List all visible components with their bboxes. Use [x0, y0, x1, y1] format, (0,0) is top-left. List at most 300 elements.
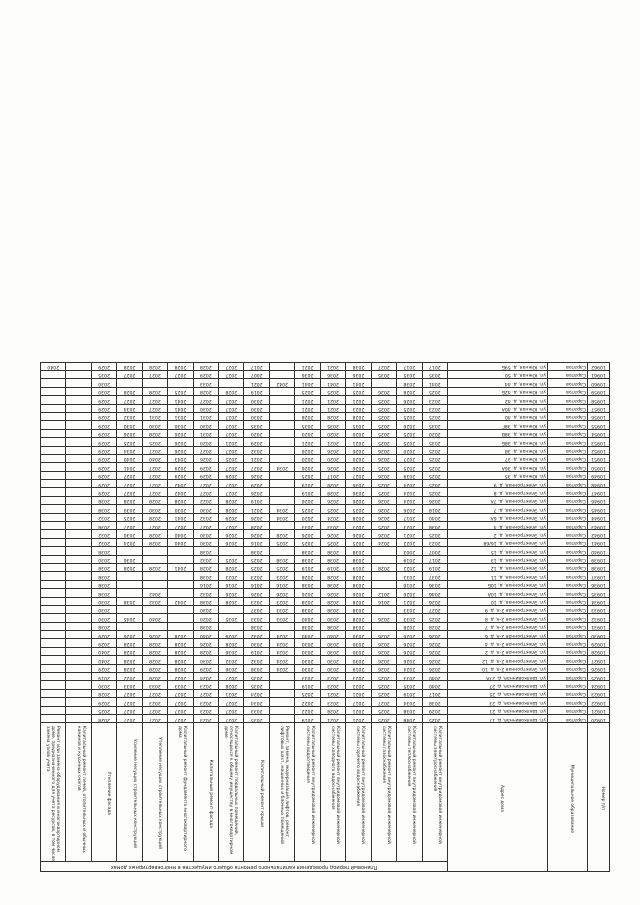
- table-cell: [41, 513, 66, 521]
- table-cell: 2023: [142, 698, 167, 706]
- table-cell: 2026: [269, 589, 294, 597]
- table-cell: 2021: [397, 597, 422, 605]
- table-cell: ул. Южная, д. 50: [448, 371, 548, 379]
- table-cell: ул. Электронная, д. 6А: [448, 513, 548, 521]
- table-cell: [371, 622, 396, 630]
- table-row: [41, 673, 610, 681]
- table-cell: 2028: [346, 572, 371, 580]
- table-cell: 10948: [588, 480, 610, 488]
- table-cell: 2025: [371, 681, 396, 689]
- table-cell: 2032: [117, 412, 142, 420]
- table-cell: 2026: [320, 530, 345, 538]
- table-cell: 2046: [422, 589, 447, 597]
- table-cell: [66, 580, 91, 588]
- table-cell: 2038: [295, 547, 320, 555]
- table-cell: ул. Южная, д. 38Г: [448, 421, 548, 429]
- table-cell: [269, 362, 294, 370]
- table-cell: 2025: [397, 412, 422, 420]
- table-cell: 2026: [295, 446, 320, 454]
- table-cell: 2030: [168, 421, 193, 429]
- table-cell: [269, 522, 294, 530]
- table-cell: 2025: [142, 438, 167, 446]
- table-cell: 2027: [219, 421, 244, 429]
- table-cell: [269, 706, 294, 714]
- table-cell: 2026: [397, 505, 422, 513]
- table-row: [41, 622, 610, 630]
- table-cell: 2033: [397, 673, 422, 681]
- table-cell: 2027: [219, 429, 244, 437]
- table-cell: 2048: [397, 715, 422, 723]
- table-cell: 10953: [588, 438, 610, 446]
- table-cell: [66, 656, 91, 664]
- table-cell: 2025: [371, 689, 396, 697]
- table-cell: 2038: [320, 580, 345, 588]
- table-cell: 2035: [320, 421, 345, 429]
- table-cell: 2019: [295, 681, 320, 689]
- column-header: Капитальный ремонт внутридомовой инженерной системы холодного водоснабжения: [320, 723, 345, 862]
- table-cell: 2019: [346, 664, 371, 672]
- table-cell: 2029: [91, 446, 116, 454]
- table-cell: 2038: [346, 362, 371, 370]
- table-cell: 2028: [320, 488, 345, 496]
- table-cell: [142, 572, 167, 580]
- table-cell: [66, 689, 91, 697]
- table-cell: Саратов: [548, 496, 588, 504]
- table-cell: [117, 622, 142, 630]
- table-cell: 2026: [371, 446, 396, 454]
- table-row: [41, 538, 610, 546]
- table-cell: 2026: [346, 589, 371, 597]
- table-cell: 2023: [193, 706, 218, 714]
- table-cell: [41, 429, 66, 437]
- table-cell: [66, 706, 91, 714]
- table-cell: 2021: [295, 362, 320, 370]
- table-cell: 2027: [422, 605, 447, 613]
- table-cell: 2038: [320, 605, 345, 613]
- table-cell: ул. Южная, д. 36А: [448, 463, 548, 471]
- table-cell: 2028: [168, 647, 193, 655]
- table-cell: 2030: [320, 656, 345, 664]
- table-cell: 2030: [346, 639, 371, 647]
- table-cell: [66, 463, 91, 471]
- table-cell: 2017: [422, 362, 447, 370]
- table-cell: 2028: [244, 522, 269, 530]
- table-cell: [41, 614, 66, 622]
- table-cell: 2016: [397, 580, 422, 588]
- table-cell: 2025: [295, 471, 320, 479]
- table-cell: 2026: [422, 647, 447, 655]
- table-cell: 2025: [371, 463, 396, 471]
- table-cell: 2027: [142, 396, 167, 404]
- table-cell: 2033: [295, 522, 320, 530]
- table-cell: 2025: [371, 488, 396, 496]
- table-cell: 2027: [142, 522, 167, 530]
- table-cell: 2029: [91, 429, 116, 437]
- table-cell: 2033: [397, 605, 422, 613]
- table-cell: 2030: [142, 421, 167, 429]
- table-cell: 2023: [346, 522, 371, 530]
- table-cell: 2028: [346, 412, 371, 420]
- table-cell: 2023: [193, 698, 218, 706]
- table-cell: 10936: [588, 580, 610, 588]
- table-cell: 2026: [371, 664, 396, 672]
- table-cell: 2038: [295, 605, 320, 613]
- table-cell: [41, 656, 66, 664]
- table-cell: 2028: [142, 387, 167, 395]
- table-cell: 2027: [142, 471, 167, 479]
- table-cell: 2030: [295, 639, 320, 647]
- table-cell: 2027: [142, 404, 167, 412]
- table-cell: ул. Шелковичная, д. 17: [448, 715, 548, 723]
- table-cell: 2033: [397, 572, 422, 580]
- table-cell: [41, 505, 66, 513]
- table-cell: 2024: [397, 488, 422, 496]
- table-cell: 2028: [193, 362, 218, 370]
- table-cell: 2025: [371, 396, 396, 404]
- table-cell: 2028: [320, 572, 345, 580]
- table-cell: 2025: [371, 673, 396, 681]
- table-cell: 2028: [142, 513, 167, 521]
- table-cell: 2026: [244, 530, 269, 538]
- table-cell: 2035: [422, 421, 447, 429]
- table-cell: [117, 605, 142, 613]
- table-cell: 2020: [295, 429, 320, 437]
- table-cell: 2025: [219, 454, 244, 462]
- table-cell: 2030: [295, 647, 320, 655]
- table-cell: 2040: [91, 656, 116, 664]
- table-cell: 2029: [91, 664, 116, 672]
- table-cell: 2036: [219, 647, 244, 655]
- table-cell: ул. Южная, д. 38Б: [448, 438, 548, 446]
- table-row: [41, 446, 610, 454]
- table-cell: 2025: [371, 412, 396, 420]
- table-cell: ул. Южная, д. 42: [448, 396, 548, 404]
- table-cell: [41, 589, 66, 597]
- table-cell: 10933: [588, 605, 610, 613]
- table-cell: 2030: [117, 530, 142, 538]
- table-cell: [269, 404, 294, 412]
- table-cell: Саратов: [548, 530, 588, 538]
- table-cell: 2035: [397, 681, 422, 689]
- table-cell: 2028: [168, 656, 193, 664]
- table-cell: 2022: [168, 673, 193, 681]
- table-cell: [66, 622, 91, 630]
- table-cell: 2034: [269, 463, 294, 471]
- table-cell: ул. Электронная, д. 7А: [448, 496, 548, 504]
- table-cell: 2026: [371, 471, 396, 479]
- table-cell: ул. Электронная 2-я, д. 6: [448, 631, 548, 639]
- table-cell: 2028: [117, 639, 142, 647]
- table-cell: 2040: [142, 614, 167, 622]
- table-cell: ул. Электронная, д. 8: [448, 488, 548, 496]
- table-cell: [66, 563, 91, 571]
- table-body: [41, 362, 610, 723]
- table-cell: 2021: [320, 362, 345, 370]
- table-cell: Саратов: [548, 681, 588, 689]
- table-cell: [41, 522, 66, 530]
- table-cell: [41, 689, 66, 697]
- table-cell: 2030: [91, 387, 116, 395]
- header-address: Адрес дома: [448, 723, 548, 872]
- table-cell: 2025: [117, 438, 142, 446]
- table-cell: 10934: [588, 597, 610, 605]
- table-cell: 2024: [117, 538, 142, 546]
- table-cell: 2032: [244, 656, 269, 664]
- table-cell: 2027: [219, 463, 244, 471]
- table-cell: [66, 614, 91, 622]
- table-cell: 2025: [422, 454, 447, 462]
- table-cell: [269, 446, 294, 454]
- table-cell: 2024: [397, 480, 422, 488]
- table-cell: [269, 673, 294, 681]
- table-cell: 2027: [117, 371, 142, 379]
- table-cell: 2023: [219, 572, 244, 580]
- table-cell: Саратов: [548, 664, 588, 672]
- table-cell: 2022: [295, 698, 320, 706]
- table-cell: [41, 471, 66, 479]
- table-row: [41, 522, 610, 530]
- column-header: Капитальный ремонт внутридомовой инженерной системы горячего водоснабжения: [346, 723, 371, 862]
- table-cell: 2027: [219, 673, 244, 681]
- table-cell: [269, 689, 294, 697]
- table-cell: 2036: [219, 664, 244, 672]
- table-row: [41, 471, 610, 479]
- table-cell: Саратов: [548, 371, 588, 379]
- table-cell: 2025: [371, 706, 396, 714]
- table-cell: [41, 706, 66, 714]
- table-cell: [219, 379, 244, 387]
- table-cell: 2038: [397, 379, 422, 387]
- table-cell: 2030: [320, 614, 345, 622]
- table-cell: 2027: [193, 522, 218, 530]
- table-cell: 2025: [269, 538, 294, 546]
- table-cell: [41, 698, 66, 706]
- table-cell: 2026: [346, 530, 371, 538]
- table-cell: 2017: [346, 698, 371, 706]
- table-cell: [66, 387, 91, 395]
- table-cell: 2026: [371, 639, 396, 647]
- table-cell: 2041: [320, 379, 345, 387]
- table-cell: 2016: [244, 538, 269, 546]
- table-cell: ул. Электронная, д. 13: [448, 555, 548, 563]
- table-cell: 2019: [320, 563, 345, 571]
- table-cell: ул. Шелковичная, д. 27А: [448, 673, 548, 681]
- table-cell: 2042: [269, 379, 294, 387]
- table-cell: 2034: [117, 446, 142, 454]
- table-cell: 2029: [91, 471, 116, 479]
- column-header: Капитальный ремонт крыши: [244, 723, 269, 862]
- table-cell: 10947: [588, 488, 610, 496]
- table-cell: [41, 715, 66, 723]
- table-cell: 2033: [269, 614, 294, 622]
- table-cell: 2027: [371, 362, 396, 370]
- table-cell: 2036: [422, 580, 447, 588]
- column-header: Утепление несущих строительных конструкций: [142, 723, 167, 862]
- table-cell: 10939: [588, 555, 610, 563]
- table-cell: [41, 438, 66, 446]
- table-cell: 2027: [219, 522, 244, 530]
- table-row: [41, 580, 610, 588]
- table-cell: 10922: [588, 698, 610, 706]
- table-cell: 2026: [397, 421, 422, 429]
- table-cell: [142, 547, 167, 555]
- table-cell: [41, 664, 66, 672]
- table-cell: 2026: [346, 446, 371, 454]
- table-cell: 2026: [422, 656, 447, 664]
- table-cell: 2017: [422, 689, 447, 697]
- table-cell: 2038: [91, 563, 116, 571]
- table-cell: Саратов: [548, 656, 588, 664]
- table-cell: [41, 580, 66, 588]
- table-cell: 2025: [320, 387, 345, 395]
- table-cell: [269, 681, 294, 689]
- table-cell: 2019: [397, 555, 422, 563]
- table-cell: [41, 379, 66, 387]
- table-cell: 2029: [219, 471, 244, 479]
- table-cell: 2017: [422, 555, 447, 563]
- table-cell: 2028: [320, 412, 345, 420]
- table-cell: [219, 547, 244, 555]
- table-cell: 2029: [168, 471, 193, 479]
- table-cell: 2040: [422, 513, 447, 521]
- table-cell: 2033: [397, 614, 422, 622]
- table-cell: ул. Электронная 2-я, д. 12: [448, 656, 548, 664]
- table-cell: 2031: [168, 412, 193, 420]
- table-cell: ул. Южная, д. 35: [448, 471, 548, 479]
- table-cell: 2021: [219, 438, 244, 446]
- table-cell: [371, 555, 396, 563]
- table-cell: ул. Электронная, д. 16/68: [448, 538, 548, 546]
- table-cell: 2021: [320, 404, 345, 412]
- table-cell: 2038: [397, 706, 422, 714]
- table-cell: 2026: [397, 656, 422, 664]
- table-cell: 2040: [422, 681, 447, 689]
- table-cell: [269, 480, 294, 488]
- table-cell: [117, 379, 142, 387]
- table-cell: 2026: [371, 505, 396, 513]
- table-cell: [66, 379, 91, 387]
- table-cell: ул. Южная, д. 38В: [448, 429, 548, 437]
- table-cell: 2024: [269, 639, 294, 647]
- table-cell: 2021: [346, 438, 371, 446]
- table-cell: 2025: [397, 438, 422, 446]
- table-cell: ул. Шелковичная, д. 27: [448, 681, 548, 689]
- table-cell: 2038: [320, 547, 345, 555]
- table-cell: 2028: [219, 597, 244, 605]
- column-header: Капитальный ремонт фундамента многоквартирного дома: [168, 723, 193, 862]
- table-cell: 2026: [320, 463, 345, 471]
- table-cell: 2017: [397, 513, 422, 521]
- table-cell: 2025: [422, 446, 447, 454]
- table-cell: [41, 421, 66, 429]
- table-cell: 2025: [422, 715, 447, 723]
- table-cell: 2025: [371, 522, 396, 530]
- table-cell: 2029: [91, 412, 116, 420]
- table-cell: 2019: [244, 496, 269, 504]
- table-cell: 2040: [295, 614, 320, 622]
- table-cell: Саратов: [548, 631, 588, 639]
- table-cell: 2025: [244, 555, 269, 563]
- table-cell: 2038: [193, 572, 218, 580]
- table-cell: 2029: [91, 631, 116, 639]
- table-cell: 2021: [244, 454, 269, 462]
- table-cell: Саратов: [548, 589, 588, 597]
- table-cell: 2025: [422, 471, 447, 479]
- table-cell: 2029: [193, 664, 218, 672]
- table-row: [41, 589, 610, 597]
- table-cell: [41, 681, 66, 689]
- table-cell: 2031: [193, 412, 218, 420]
- table-cell: 2026: [295, 530, 320, 538]
- table-row: [41, 496, 610, 504]
- table-cell: 10959: [588, 387, 610, 395]
- table-cell: 2030: [91, 681, 116, 689]
- table-cell: 2038: [193, 547, 218, 555]
- table-cell: 2028: [168, 631, 193, 639]
- table-cell: Саратов: [548, 706, 588, 714]
- table-cell: 2026: [371, 454, 396, 462]
- table-cell: 2020: [346, 429, 371, 437]
- table-cell: 2023: [346, 673, 371, 681]
- table-cell: 2025: [422, 480, 447, 488]
- table-cell: [66, 538, 91, 546]
- table-cell: [66, 681, 91, 689]
- table-row: [41, 706, 610, 714]
- table-cell: 2038: [91, 547, 116, 555]
- table-cell: 2028: [117, 563, 142, 571]
- table-cell: 2025: [295, 505, 320, 513]
- table-cell: 2030: [193, 421, 218, 429]
- table-cell: 2028: [219, 496, 244, 504]
- table-cell: 2027: [219, 698, 244, 706]
- table-cell: 2029: [91, 463, 116, 471]
- table-cell: 2027: [168, 715, 193, 723]
- table-cell: [142, 605, 167, 613]
- table-cell: [41, 563, 66, 571]
- table-cell: 2038: [193, 597, 218, 605]
- table-cell: [269, 412, 294, 420]
- table-cell: 2040: [320, 631, 345, 639]
- table-cell: 2029: [91, 396, 116, 404]
- table-cell: 2034: [269, 505, 294, 513]
- table-cell: Саратов: [548, 555, 588, 563]
- table-cell: 2026: [295, 463, 320, 471]
- table-cell: 2019: [422, 563, 447, 571]
- table-cell: 2028: [193, 387, 218, 395]
- table-cell: [41, 555, 66, 563]
- table-cell: 2026: [422, 631, 447, 639]
- column-header: Утепление фасада: [91, 723, 116, 862]
- table-cell: [66, 371, 91, 379]
- table-cell: ул. Электронная, д. 12: [448, 563, 548, 571]
- table-cell: 2029: [422, 706, 447, 714]
- table-cell: 2026: [117, 429, 142, 437]
- table-row: [41, 605, 610, 613]
- table-cell: 2025: [371, 429, 396, 437]
- table-cell: [269, 622, 294, 630]
- table-cell: 2039: [397, 471, 422, 479]
- table-cell: 2035: [422, 438, 447, 446]
- table-cell: 10957: [588, 404, 610, 412]
- table-cell: 10961: [588, 371, 610, 379]
- table-cell: 2026: [168, 446, 193, 454]
- column-header: Капитальный ремонт подвальных помещений, относящихся к общему имуществу в многоквартирном доме: [219, 723, 244, 862]
- table-cell: Саратов: [548, 715, 588, 723]
- table-cell: 10942: [588, 530, 610, 538]
- table-cell: ул. Шелковичная, д. 25: [448, 689, 548, 697]
- table-cell: 2030: [320, 639, 345, 647]
- table-cell: 2023: [422, 404, 447, 412]
